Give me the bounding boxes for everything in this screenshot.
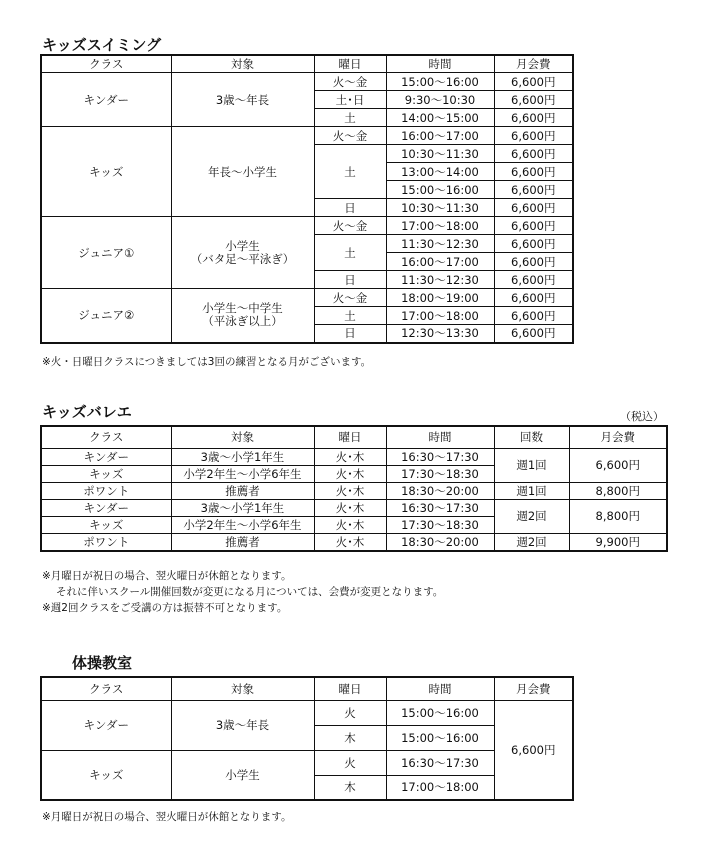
table-row [41, 533, 667, 551]
swim-time: 9:30～10:30 [386, 91, 494, 109]
ballet-time: 17:30～18:30 [386, 465, 494, 482]
swim-table [40, 54, 574, 344]
swim-class-target [171, 217, 314, 289]
table-row [41, 700, 573, 725]
swim-fee: 6,600円 [494, 163, 573, 181]
ballet-target: 推薦者 [171, 482, 314, 499]
swim-fee: 6,600円 [494, 109, 573, 127]
ballet-title: キッズバレエ [42, 403, 132, 421]
swim-fee: 6,600円 [494, 127, 573, 145]
swim-fee: 6,600円 [494, 235, 573, 253]
ballet-time: 18:30～20:00 [386, 533, 494, 551]
swim-day: 土 [314, 235, 386, 271]
swim-day: 火～金 [314, 217, 386, 235]
swim-fee: 6,600円 [494, 307, 573, 325]
swim-class-target: 3歳～年長 [171, 73, 314, 127]
ballet-fee: 9,900円 [569, 533, 667, 551]
swim-fee: 6,600円 [494, 181, 573, 199]
gym-day: 火 [314, 750, 386, 775]
swim-fee: 6,600円 [494, 145, 573, 163]
swim-time: 16:00～17:00 [386, 253, 494, 271]
ballet-table [40, 425, 668, 552]
ballet-header-row [41, 426, 667, 448]
ballet-time: 16:30～17:30 [386, 448, 494, 465]
gym-day: 木 [314, 725, 386, 750]
table-row [41, 289, 573, 307]
swim-fee: 6,600円 [494, 217, 573, 235]
table-row [41, 127, 573, 145]
ballet-class: キッズ [41, 516, 171, 533]
swim-target-line2: （平泳ぎ以上） [202, 314, 283, 329]
ballet-time: 18:30～20:00 [386, 482, 494, 499]
ballet-class: ポワント [41, 533, 171, 551]
swim-time: 15:00～16:00 [386, 181, 494, 199]
ballet-target: 小学2年生～小学6年生 [171, 465, 314, 482]
swim-fee: 6,600円 [494, 253, 573, 271]
ballet-class: キッズ [41, 465, 171, 482]
ballet-day: 火･木 [314, 482, 386, 499]
swim-time: 10:30～11:30 [386, 145, 494, 163]
swim-class-name: ジュニア① [41, 217, 171, 289]
ballet-target: 小学2年生～小学6年生 [171, 516, 314, 533]
swim-day: 火～金 [314, 289, 386, 307]
ballet-header-count: 回数 [494, 426, 569, 448]
swim-day: 日 [314, 325, 386, 343]
swim-day: 土 [314, 109, 386, 127]
gym-time: 17:00～18:00 [386, 775, 494, 800]
table-row [41, 448, 667, 465]
swim-day: 火～金 [314, 127, 386, 145]
ballet-class: ポワント [41, 482, 171, 499]
gym-day: 木 [314, 775, 386, 800]
ballet-header-day: 曜日 [314, 426, 386, 448]
gym-time: 15:00～16:00 [386, 700, 494, 725]
ballet-count: 週1回 [494, 448, 569, 482]
swim-time: 14:00～15:00 [386, 109, 494, 127]
ballet-header-time: 時間 [386, 426, 494, 448]
gym-title: 体操教室 [72, 654, 133, 672]
swim-time: 18:00～19:00 [386, 289, 494, 307]
swim-header-target: 対象 [171, 55, 314, 73]
gym-header-target: 対象 [171, 677, 314, 700]
ballet-target: 3歳～小学1年生 [171, 499, 314, 516]
gym-class-name: キンダー [41, 700, 171, 750]
ballet-fee: 6,600円 [569, 448, 667, 482]
ballet-time: 16:30～17:30 [386, 499, 494, 516]
table-row [41, 499, 667, 516]
swim-class-target: 年長～小学生 [171, 127, 314, 217]
ballet-class: キンダー [41, 499, 171, 516]
ballet-count: 週1回 [494, 482, 569, 499]
swim-day: 火～金 [314, 73, 386, 91]
tax-note: （税込） [620, 410, 664, 423]
gym-class-target: 小学生 [171, 750, 314, 800]
swim-day: 土 [314, 145, 386, 199]
swim-fee: 6,600円 [494, 289, 573, 307]
swim-day: 土 [314, 307, 386, 325]
swim-target-line2: （バタ足～平泳ぎ） [190, 251, 295, 266]
swim-title: キッズスイミング [42, 36, 162, 54]
swim-target-line1: 小学生 [225, 238, 260, 253]
ballet-fee: 8,800円 [569, 499, 667, 533]
swim-day: 土･日 [314, 91, 386, 109]
swim-header-time: 時間 [386, 55, 494, 73]
swim-time: 11:30～12:30 [386, 271, 494, 289]
gym-class-name: キッズ [41, 750, 171, 800]
ballet-day: 火･木 [314, 465, 386, 482]
ballet-day: 火･木 [314, 499, 386, 516]
swim-header-day: 曜日 [314, 55, 386, 73]
swim-fee: 6,600円 [494, 199, 573, 217]
gym-table [40, 676, 574, 801]
gym-time: 16:30～17:30 [386, 750, 494, 775]
gym-header-class: クラス [41, 677, 171, 700]
ballet-time: 17:30～18:30 [386, 516, 494, 533]
swim-fee: 6,600円 [494, 271, 573, 289]
ballet-class: キンダー [41, 448, 171, 465]
gym-note: ※月曜日が祝日の場合、翌火曜日が休館となります。 [42, 811, 292, 823]
gym-day: 火 [314, 700, 386, 725]
swim-class-name: キンダー [41, 73, 171, 127]
ballet-count: 週2回 [494, 499, 569, 533]
swim-class-target [171, 289, 314, 343]
gym-header-day: 曜日 [314, 677, 386, 700]
ballet-target: 推薦者 [171, 533, 314, 551]
swim-time: 12:30～13:30 [386, 325, 494, 343]
swim-day: 日 [314, 199, 386, 217]
ballet-note-1: ※月曜日が祝日の場合、翌火曜日が休館となります。 [42, 570, 292, 582]
ballet-header-fee: 月会費 [569, 426, 667, 448]
swim-header-fee: 月会費 [494, 55, 573, 73]
swim-fee: 6,600円 [494, 91, 573, 109]
gym-header-time: 時間 [386, 677, 494, 700]
ballet-note-3: ※週2回クラスをご受講の方は振替不可となります。 [42, 602, 288, 614]
swim-day: 日 [314, 271, 386, 289]
swim-note: ※火・日曜日クラスにつきましては3回の練習となる月がございます。 [42, 356, 372, 368]
swim-fee: 6,600円 [494, 325, 573, 343]
ballet-target: 3歳～小学1年生 [171, 448, 314, 465]
ballet-day: 火･木 [314, 448, 386, 465]
swim-class-name: ジュニア② [41, 289, 171, 343]
swim-time: 17:00～18:00 [386, 217, 494, 235]
swim-time: 11:30～12:30 [386, 235, 494, 253]
swim-class-name: キッズ [41, 127, 171, 217]
gym-header-fee: 月会費 [494, 677, 573, 700]
swim-time: 13:00～14:00 [386, 163, 494, 181]
ballet-count: 週2回 [494, 533, 569, 551]
swim-time: 17:00～18:00 [386, 307, 494, 325]
gym-header-row [41, 677, 573, 700]
gym-class-target: 3歳～年長 [171, 700, 314, 750]
table-row [41, 482, 667, 499]
swim-fee: 6,600円 [494, 73, 573, 91]
ballet-header-target: 対象 [171, 426, 314, 448]
table-row [41, 73, 573, 91]
ballet-day: 火･木 [314, 516, 386, 533]
gym-fee: 6,600円 [494, 700, 573, 800]
swim-time: 15:00～16:00 [386, 73, 494, 91]
ballet-day: 火･木 [314, 533, 386, 551]
ballet-fee: 8,800円 [569, 482, 667, 499]
swim-target-line1: 小学生～中学生 [202, 301, 283, 316]
swim-time: 16:00～17:00 [386, 127, 494, 145]
table-row [41, 217, 573, 235]
gym-time: 15:00～16:00 [386, 725, 494, 750]
swim-header-class: クラス [41, 55, 171, 73]
ballet-note-2: それに伴いスクール開催回数が変更になる月については、会費が変更となります。 [56, 586, 444, 598]
table-row [41, 750, 573, 775]
swim-time: 10:30～11:30 [386, 199, 494, 217]
swim-header-row [41, 55, 573, 73]
ballet-header-class: クラス [41, 426, 171, 448]
